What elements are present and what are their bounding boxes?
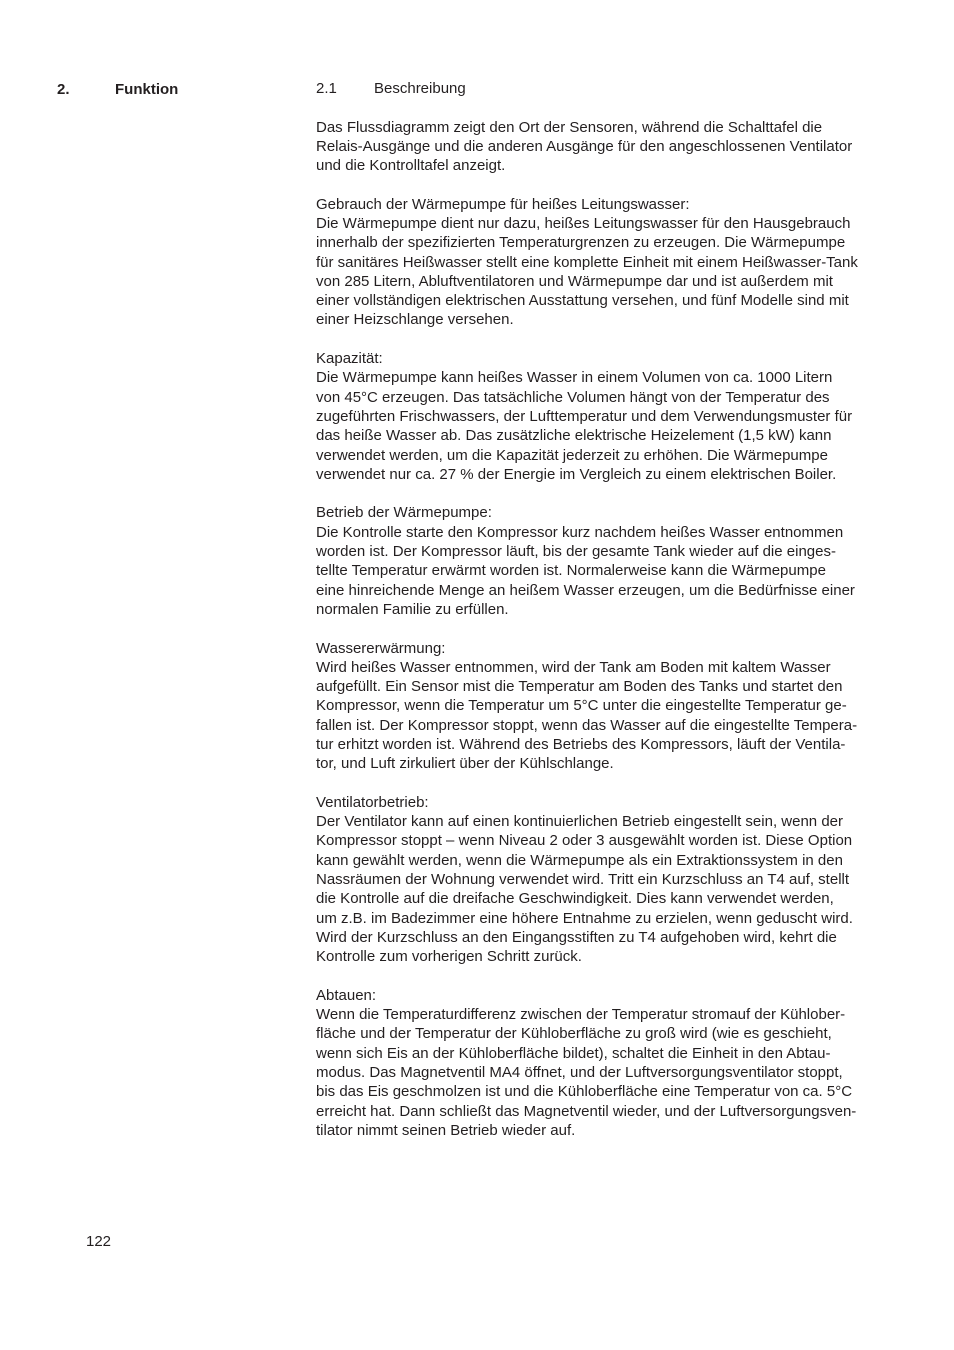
text-line: Wenn die Temperaturdifferenz zwischen der Temperatur stromauf der Kühlober- [316,1006,846,1024]
text-line: modus. Das Magnetventil MA4 öffnet, und der Luftversorgungsventilator stoppt, [316,1064,843,1082]
paragraph [316,639,906,774]
paragraph-gap [316,774,906,793]
text-line: einer Heizschlange versehen. [316,311,514,329]
text-line: aufgefüllt. Ein Sensor mist die Temperatur am Boden des Tanks und startet den [316,678,843,696]
text-line: Das Flussdiagramm zeigt den Ort der Sensoren, während die Schalttafel die [316,118,823,136]
text-line: Kompressor stoppt – wenn Niveau 2 oder 3 ausgewählt worden ist. Diese Option [316,832,853,850]
text-line: verwendet werden, um die Kapazität jederzeit zu erhöhen. Die Wärmepumpe [316,446,828,464]
text-line: Die Wärmepumpe dient nur dazu, heißes Leitungswasser für den Hausgebrauch [316,214,851,232]
paragraph-heading-line: Kapazität: [316,350,383,368]
text-line: Die Kontrolle starte den Kompressor kurz nachdem heißes Wasser entnommen [316,523,844,541]
paragraph-gap [316,967,906,986]
text-line: erreicht hat. Dann schließt das Magnetventil wieder, und der Luftversorgungsven- [316,1102,857,1120]
chapter-number: 2. [57,81,70,98]
text-line: die Kontrolle auf die dreifache Geschwindigkeit. Dies kann verwendet werden, [316,890,834,908]
section-title: Beschreibung [374,80,466,97]
paragraph-heading-line: Betrieb der Wärmepumpe: [316,504,492,522]
text-line: kann gewählt werden, wenn die Wärmepumpe als ein Extraktionssystem in den [316,851,843,869]
paragraph [316,503,906,619]
text-line: Kontrolle zum vorherigen Schritt zurück. [316,948,582,966]
paragraph-heading-line: Abtauen: [316,986,377,1004]
text-line: Kompressor, wenn die Temperatur um 5°C unter die eingestellte Temperatur ge- [316,697,847,715]
chapter-title: Funktion [115,81,179,98]
paragraph-heading-line: Gebrauch der Wärmepumpe für heißes Leitungswasser: [316,195,690,213]
text-line: das heiße Wasser ab. Das zusätzliche elektrische Heizelement (1,5 kW) kann [316,427,832,445]
text-line: von 45°C erzeugen. Das tatsächliche Volumen hängt von der Temperatur des [316,388,830,406]
paragraph-gap [316,330,906,349]
text-line: eine hinreichende Menge an heißem Wasser erzeugen, um die Bedürfnisse einer [316,581,855,599]
text-line: Relais-Ausgänge und die anderen Ausgänge für den angeschlossenen Ventilator [316,137,853,155]
text-line: Wird heißes Wasser entnommen, wird der Tank am Boden mit kaltem Wasser [316,658,831,676]
paragraph [316,349,906,484]
paragraph-gap [316,175,906,194]
text-line: Die Wärmepumpe kann heißes Wasser in einem Volumen von ca. 1000 Litern [316,369,833,387]
text-line: für sanitäres Heißwasser stellt eine komplette Einheit mit einem Heißwasser-Tank [316,253,858,271]
paragraph-heading-line: Wassererwärmung: [316,639,446,657]
text-line: um z.B. im Badezimmer eine höhere Entnahme zu erzielen, wenn geduscht wird. [316,909,853,927]
text-line: tor, und Luft zirkuliert über der Kühlschlange. [316,755,614,773]
text-line: worden ist. Der Kompressor läuft, bis der gesamte Tank wieder auf die einges- [316,543,836,561]
paragraph [316,195,906,330]
text-line: wenn sich Eis an der Kühloberfläche bildet), schaltet die Einheit in den Abtau- [316,1044,831,1062]
text-line: verwendet nur ca. 27 % der Energie im Vergleich zu einem elektrischen Boiler. [316,465,837,483]
text-line: tellte Temperatur erwärmt worden ist. Normalerweise kann die Wärmepumpe [316,562,826,580]
text-line: Wird der Kurzschluss an den Eingangsstiften zu T4 aufgehoben wird, kehrt die [316,928,837,946]
text-line: bis das Eis geschmolzen ist und die Kühloberfläche eine Temperatur von ca. 5°C [316,1083,853,1101]
paragraph-gap [316,619,906,638]
text-line: fallen ist. Der Kompressor stoppt, wenn das Wasser auf die eingestellte Tempera- [316,716,858,734]
paragraph [316,986,906,1140]
text-line: innerhalb der spezifizierten Temperaturgrenzen zu erzeugen. Die Wärmepumpe [316,234,846,252]
text-line: Der Ventilator kann auf einen kontinuierlichen Betrieb eingestellt sein, wenn der [316,813,843,831]
paragraph-heading-line: Ventilatorbetrieb: [316,793,429,811]
text-line: tur erhitzt worden ist. Während des Betriebs des Kompressors, läuft der Ventila- [316,736,846,753]
text-line: Nassräumen der Wohnung verwendet wird. Tritt ein Kurzschluss an T4 auf, stellt [316,871,850,889]
text-line: von 285 Litern, Abluftventilatoren und Wärmepumpe dar und ist außerdem mit [316,272,833,290]
text-line: tilator nimmt seinen Betrieb wieder auf. [316,1121,576,1139]
text-line: normalen Familie zu erfüllen. [316,600,509,618]
paragraph-gap [316,484,906,503]
page-number: 122 [86,1233,112,1250]
paragraph [316,793,906,967]
text-line: und die Kontrolltafel anzeigt. [316,157,506,175]
body-text [316,118,906,1141]
paragraph [316,118,906,176]
text-line: zugeführten Frischwassers, der Lufttemperatur und dem Verwendungsmuster für [316,407,853,425]
text-line: fläche und der Temperatur der Kühloberfläche zu groß wird (wie es geschieht, [316,1025,832,1043]
section-number: 2.1 [316,80,337,97]
text-line: einer vollständigen elektrischen Ausstattung versehen, und fünf Modelle sind mit [316,292,849,310]
